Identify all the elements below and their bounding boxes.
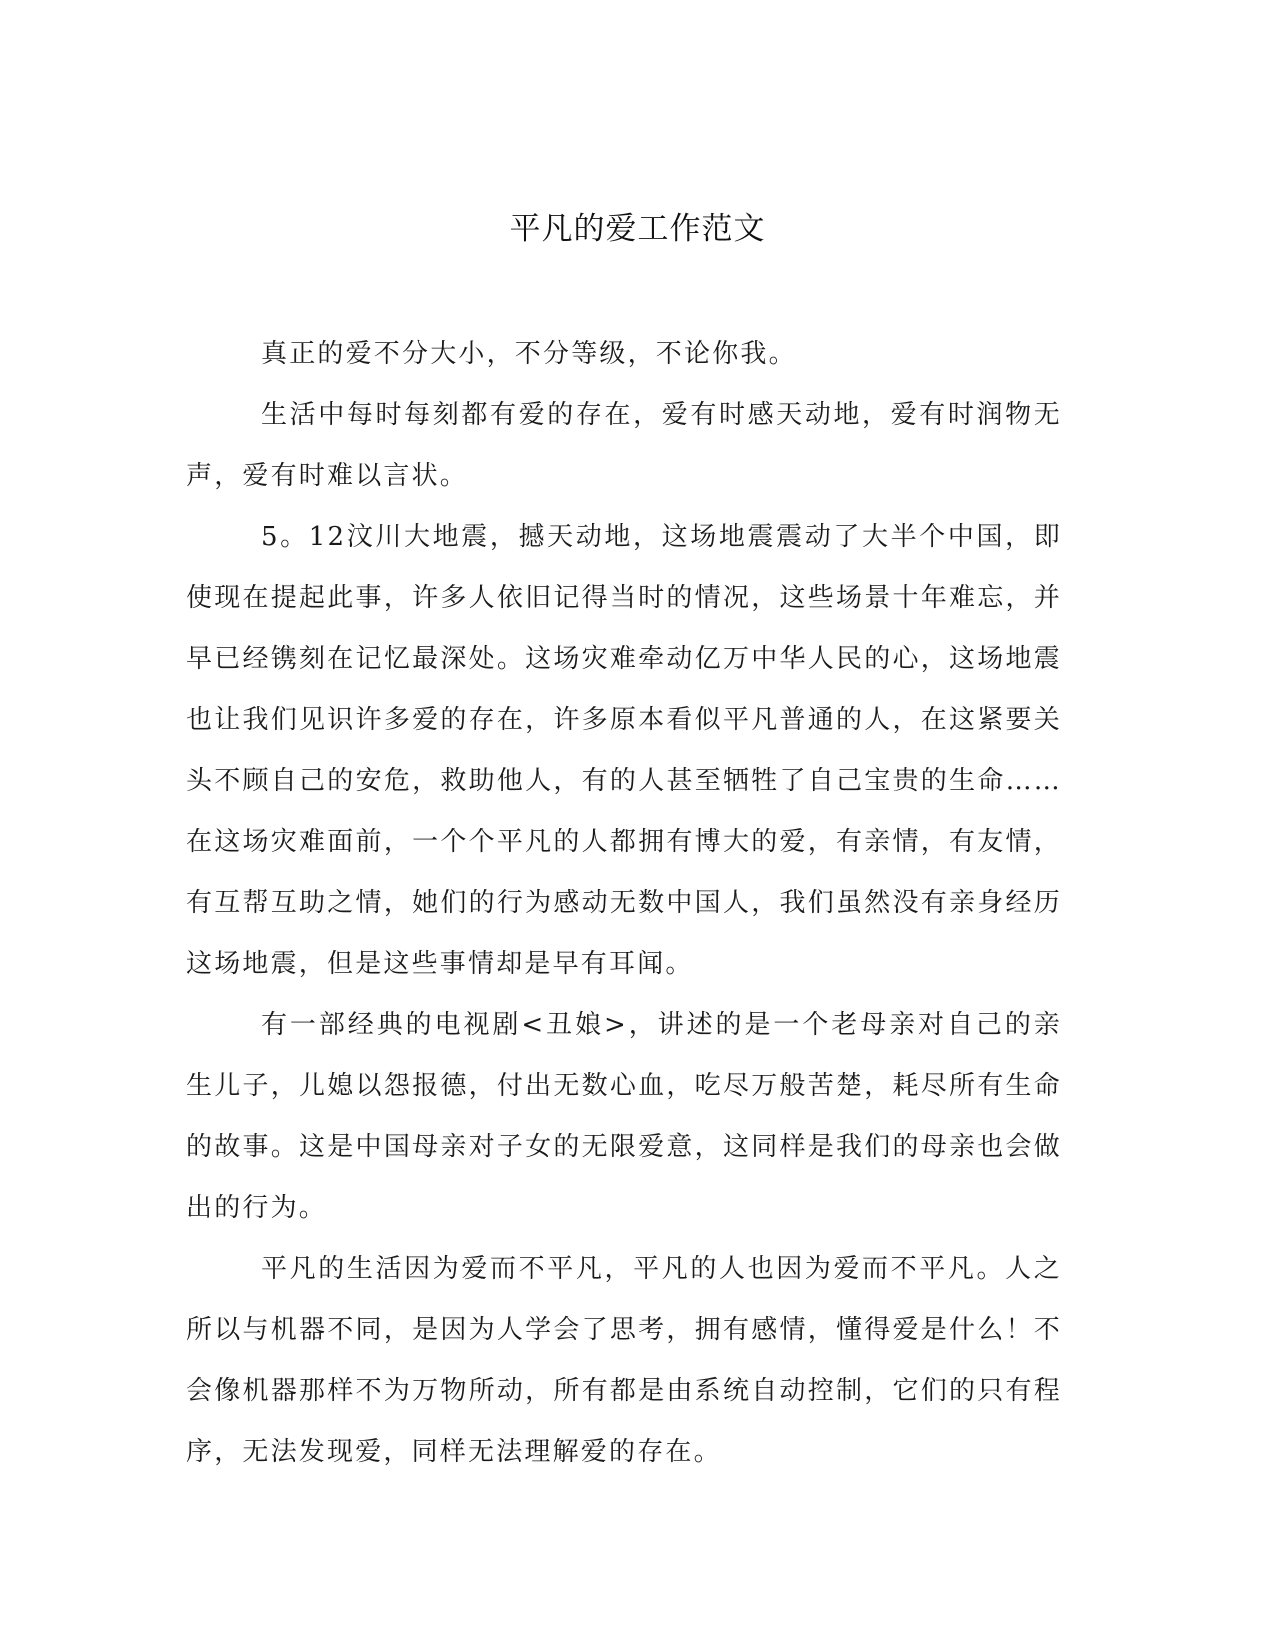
paragraph-2: 生活中每时每刻都有爱的存在，爱有时感天动地，爱有时润物无声，爱有时难以言状。 [186,400,1062,491]
paragraph-3: 5。12汶川大地震，撼天动地，这场地震震动了大半个中国，即使现在提起此事，许多人依旧记得当时的情况，这些场景十年难忘，并早已经镌刻在记忆最深处。这场灾难牵动亿万中华人民的心，这场地震也让我们见识许多爱的存在，许多原本看似平凡普通的人，在这紧要关头不顾自己的安危，救助他人，有的人甚至牺牲了自己宝贵的生命……在这场灾难面前，一个个平凡的人都拥有博大的爱，有亲情，有友情，有互帮互助之情，她们的行为感动无数中国人，我们虽然没有亲身经历这场地震，但是这些事情却是早有耳闻。 [186,522,1062,979]
paragraph-1: 真正的爱不分大小，不分等级，不论你我。 [261,339,797,369]
document-body [186,324,1062,1483]
document-title: 平凡的爱工作范文 [509,211,766,247]
paragraph-5: 平凡的生活因为爱而不平凡，平凡的人也因为爱而不平凡。人之所以与机器不同，是因为人学会了思考，拥有感情，懂得爱是什么！不会像机器那样不为万物所动，所有都是由系统自动控制，它们的只有程序，无法发现爱，同样无法理解爱的存在。 [186,1254,1062,1467]
paragraph-4: 有一部经典的电视剧<丑娘>，讲述的是一个老母亲对自己的亲生儿子，儿媳以怨报德，付出无数心血，吃尽万般苦楚，耗尽所有生命的故事。这是中国母亲对子女的无限爱意，这同样是我们的母亲也会做出的行为。 [186,1010,1062,1223]
